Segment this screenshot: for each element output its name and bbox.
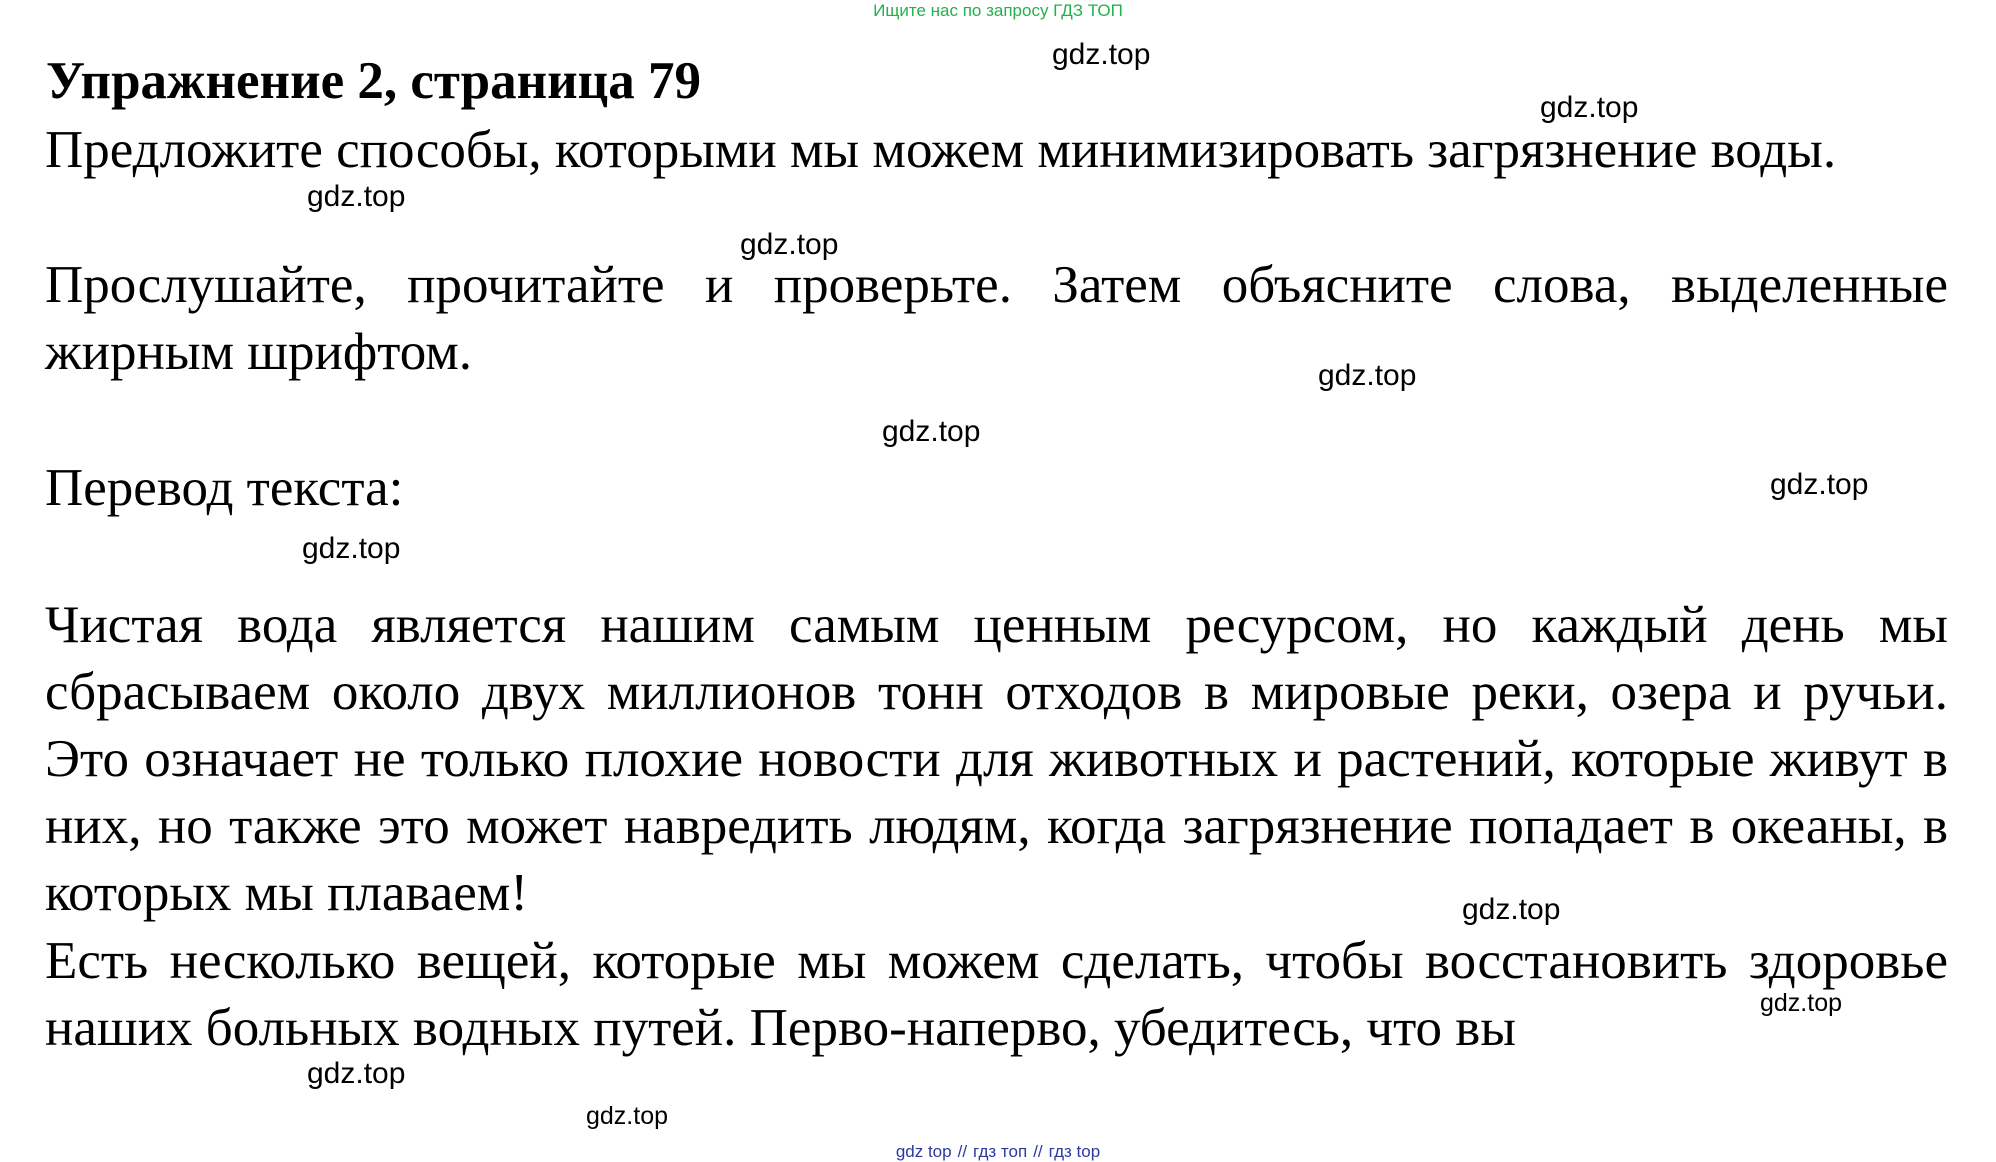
watermark: gdz.top xyxy=(740,228,839,261)
top-banner[interactable]: Ищите нас по запросу ГДЗ ТОП xyxy=(873,1,1123,20)
watermark: gdz.top xyxy=(307,180,406,213)
translation-paragraph-2: Есть несколько вещей, которые мы можем сделать, чтобы восстановить здоровье наших больных водных путей. Перво-наперво, убедитесь, что вы xyxy=(45,932,1948,1057)
task-instruction-2: Прослушайте, прочитайте и проверьте. Затем объясните слова, выделенные жирным шрифтом. xyxy=(45,256,1948,381)
footer-separator: // xyxy=(1033,1142,1043,1161)
watermark: gdz.top xyxy=(1462,893,1561,926)
footer-links xyxy=(0,1142,1996,1162)
exercise-heading: Упражнение 2, страница 79 xyxy=(46,52,701,110)
task-instruction-1: Предложите способы, которыми мы можем минимизировать загрязнение воды. xyxy=(45,121,1837,179)
watermark: gdz.top xyxy=(1318,359,1417,392)
watermark: gdz.top xyxy=(1052,38,1151,71)
watermark: gdz.top xyxy=(307,1057,406,1090)
translation-paragraph-1: Чистая вода является нашим самым ценным ресурсом, но каждый день мы сбрасываем около двух миллионов тонн отходов в мировые реки, озера и ручьи. Это означает не только плохие новости для животных и растений, которые живут в них, но также это может навредить людям, когда загрязнение попадает в океаны, в которых мы плаваем! xyxy=(45,596,1948,922)
watermark: gdz.top xyxy=(1760,989,1843,1017)
footer-separator: // xyxy=(957,1142,968,1161)
watermark: gdz.top xyxy=(586,1102,669,1130)
watermark: gdz.top xyxy=(302,532,401,565)
watermark: gdz.top xyxy=(882,415,981,448)
footer-link-gdz-top[interactable]: gdz top xyxy=(895,1142,952,1161)
watermark: gdz.top xyxy=(1540,91,1639,124)
footer-link-gdz-top-ru[interactable]: гдз топ xyxy=(973,1142,1028,1161)
watermark: gdz.top xyxy=(1770,468,1869,501)
footer-link-gdz-top-mixed[interactable]: гдз top xyxy=(1048,1142,1101,1161)
translation-label: Перевод текста: xyxy=(45,459,404,517)
